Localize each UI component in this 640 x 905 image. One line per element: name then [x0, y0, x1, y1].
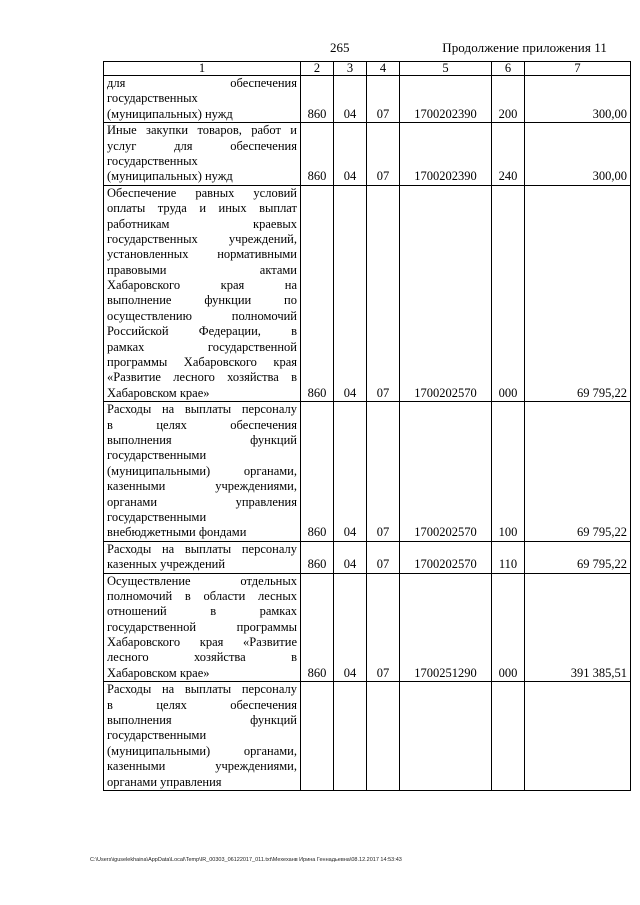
amount-cell — [525, 682, 631, 791]
column-header: 7 — [525, 62, 631, 76]
section-code-cell: 04 — [334, 185, 367, 401]
description-line: выполнения функций — [107, 432, 297, 447]
description-line: государственными — [107, 509, 207, 524]
description-line: для обеспечения — [107, 76, 297, 90]
ministry-code-cell: 860 — [301, 123, 334, 186]
section-code-cell: 04 — [334, 123, 367, 186]
description-line: государственных — [107, 153, 198, 168]
description-line: государственной программы — [107, 619, 297, 634]
table-row — [104, 573, 631, 682]
description-line: осуществлению полномочий — [107, 308, 297, 323]
description-line: выполнение функции по — [107, 293, 297, 308]
description-line: в целях обеспечения — [107, 697, 297, 712]
amount-cell: 300,00 — [525, 76, 631, 123]
amount-cell: 69 795,22 — [525, 541, 631, 573]
description-line: (муниципальными) органами, — [107, 743, 297, 758]
ministry-code-cell: 860 — [301, 402, 334, 542]
section-code-cell — [334, 682, 367, 791]
description-line: Хабаровского края «Развитие — [107, 635, 297, 650]
description-line: лесного хозяйства в — [107, 650, 297, 665]
description-line: в целях обеспечения — [107, 417, 297, 432]
description-line: полномочий в области лесных — [107, 588, 297, 603]
description-line: Расходы на выплаты персоналу — [107, 402, 297, 417]
target-article-cell: 1700202390 — [400, 123, 492, 186]
description-line: Расходы на выплаты персоналу — [107, 541, 297, 556]
ministry-code-cell: 860 — [301, 76, 334, 123]
target-article-cell: 1700202390 — [400, 76, 492, 123]
section-code-cell: 04 — [334, 541, 367, 573]
appendix-continuation-label: Продолжение приложения 11 — [442, 40, 607, 55]
amount-cell: 69 795,22 — [525, 185, 631, 401]
description-line: казенными учреждениями, — [107, 759, 297, 774]
column-header-row — [104, 62, 631, 76]
ministry-code-cell: 860 — [301, 541, 334, 573]
amount-cell: 69 795,22 — [525, 402, 631, 542]
target-article-cell — [400, 682, 492, 791]
description-line: (муниципальных) нужд — [107, 169, 233, 184]
description-line: Хабаровского края на — [107, 278, 297, 293]
description-line: услуг для обеспечения — [107, 138, 297, 153]
description-line: программы Хабаровского края — [107, 355, 297, 370]
description-line: Осуществление отдельных — [107, 573, 297, 588]
description-line: Обеспечение равных условий — [107, 185, 297, 200]
description-line: Хабаровском крае» — [107, 665, 210, 680]
description-line: внебюджетными фондами — [107, 525, 247, 540]
expense-type-cell: 100 — [492, 402, 525, 542]
expense-type-cell: 240 — [492, 123, 525, 186]
row-description — [104, 541, 301, 573]
description-line: отношений в рамках — [107, 604, 297, 619]
subsection-code-cell: 07 — [367, 123, 400, 186]
description-line: «Развитие лесного хозяйства в — [107, 370, 297, 385]
table-row — [104, 123, 631, 186]
description-line: установленных нормативными — [107, 247, 297, 262]
subsection-code-cell: 07 — [367, 573, 400, 682]
ministry-code-cell: 860 — [301, 185, 334, 401]
table-row — [104, 402, 631, 542]
column-header: 4 — [367, 62, 400, 76]
subsection-code-cell — [367, 682, 400, 791]
amount-cell: 300,00 — [525, 123, 631, 186]
description-line: государственных — [107, 91, 198, 106]
section-code-cell: 04 — [334, 402, 367, 542]
ministry-code-cell — [301, 682, 334, 791]
description-line: выполнения функций — [107, 713, 297, 728]
budget-table — [103, 61, 631, 791]
ministry-code-cell: 860 — [301, 573, 334, 682]
description-line: (муниципальных) нужд — [107, 106, 233, 121]
row-description — [104, 76, 301, 123]
expense-type-cell: 000 — [492, 573, 525, 682]
target-article-cell: 1700202570 — [400, 185, 492, 401]
target-article-cell: 1700202570 — [400, 402, 492, 542]
description-line: Расходы на выплаты персоналу — [107, 682, 297, 697]
expense-type-cell: 110 — [492, 541, 525, 573]
description-line: государственными — [107, 728, 207, 743]
amount-cell: 391 385,51 — [525, 573, 631, 682]
table-row — [104, 185, 631, 401]
description-line: рамках государственной — [107, 339, 297, 354]
description-line: Иные закупки товаров, работ и — [107, 123, 297, 138]
subsection-code-cell: 07 — [367, 185, 400, 401]
column-header: 6 — [492, 62, 525, 76]
subsection-code-cell: 07 — [367, 541, 400, 573]
page-number: 265 — [330, 40, 350, 55]
table-row — [104, 76, 631, 123]
column-header: 1 — [104, 62, 301, 76]
description-line: органами управления — [107, 774, 222, 789]
target-article-cell: 1700202570 — [400, 541, 492, 573]
description-line: Российской Федерации, в — [107, 324, 297, 339]
section-code-cell: 04 — [334, 76, 367, 123]
subsection-code-cell: 07 — [367, 402, 400, 542]
description-line: работникам краевых — [107, 216, 297, 231]
table-row — [104, 541, 631, 573]
row-description — [104, 185, 301, 401]
subsection-code-cell: 07 — [367, 76, 400, 123]
description-line: (муниципальными) органами, — [107, 463, 297, 478]
expense-type-cell — [492, 682, 525, 791]
description-line: казенными учреждениями, — [107, 479, 297, 494]
row-description — [104, 402, 301, 542]
table-row — [104, 682, 631, 791]
expense-type-cell: 200 — [492, 76, 525, 123]
column-header: 3 — [334, 62, 367, 76]
column-header: 2 — [301, 62, 334, 76]
row-description — [104, 682, 301, 791]
expense-type-cell: 000 — [492, 185, 525, 401]
file-path-footer: C:\Users\iguselekhaina\AppData\Local\Temp\IR_00303_06122017_011.txt\Мехеханв Ирина Геннадьевна\08.12.2017 14:53:43 — [90, 857, 402, 863]
description-line: государственными — [107, 448, 207, 463]
description-line: органами управления — [107, 494, 297, 509]
description-line: правовыми актами — [107, 262, 297, 277]
section-code-cell: 04 — [334, 573, 367, 682]
column-header: 5 — [400, 62, 492, 76]
description-line: Хабаровском крае» — [107, 385, 210, 400]
target-article-cell: 1700251290 — [400, 573, 492, 682]
row-description — [104, 573, 301, 682]
description-line: казенных учреждений — [107, 557, 226, 572]
description-line: государственных учреждений, — [107, 231, 297, 246]
description-line: оплаты труда и иных выплат — [107, 201, 297, 216]
row-description — [104, 123, 301, 186]
